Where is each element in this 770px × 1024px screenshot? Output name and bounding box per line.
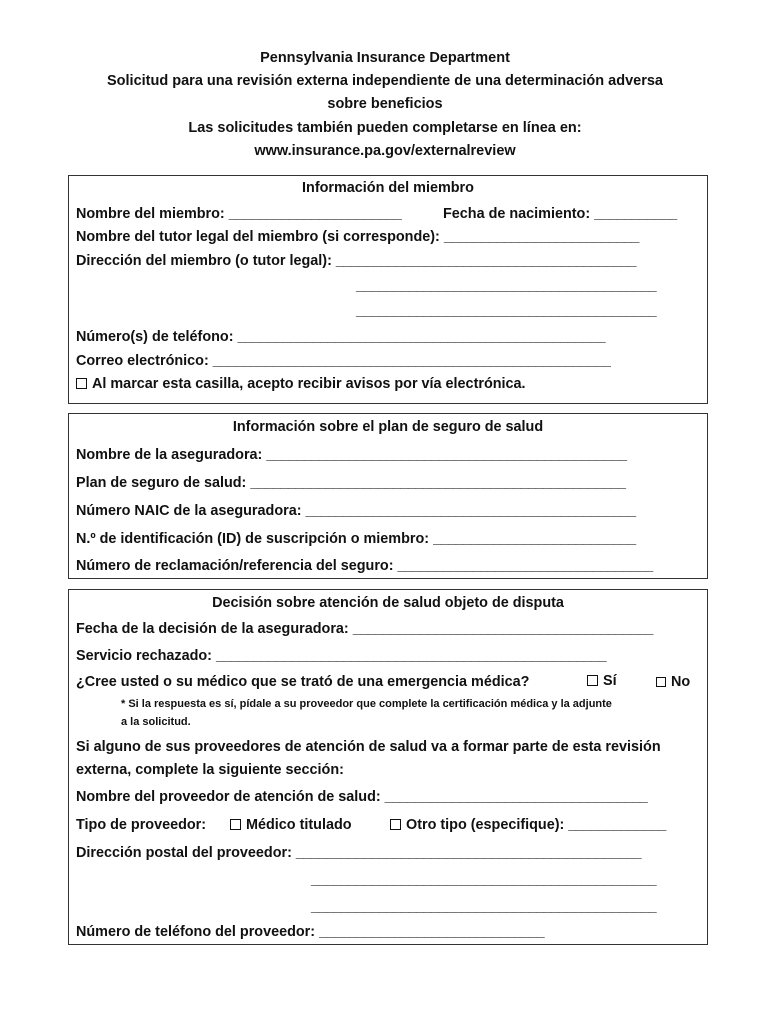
address-row: [76, 252, 636, 270]
address-field-line3[interactable]: ________________________________________: [356, 303, 657, 319]
emergency-no-option: [656, 673, 690, 691]
provider-type-row: [76, 816, 206, 834]
emergency-yes-option: [587, 672, 617, 690]
decision-date-field[interactable]: ________________________________________: [352, 621, 653, 637]
emergency-note-cont: a la solicitud.: [121, 716, 191, 728]
plan-field[interactable]: __________________________________________________: [250, 475, 626, 491]
phone-field[interactable]: _________________________________________________: [237, 329, 606, 345]
address-label: Dirección del miembro (o tutor legal):: [76, 253, 336, 269]
licensed-doctor-label: Médico titulado: [246, 817, 352, 833]
postal-field-line2[interactable]: ______________________________________________: [311, 872, 657, 888]
provider-phone-label: Número de teléfono del proveedor:: [76, 924, 320, 940]
dob-field[interactable]: ___________: [594, 206, 677, 222]
phone-label: Número(s) de teléfono:: [76, 329, 238, 345]
providers-intro-cont: externa, complete la siguiente sección:: [76, 762, 344, 778]
online-note: Las solicitudes también pueden completarse en línea en:: [188, 119, 582, 136]
other-type-field[interactable]: _____________: [568, 817, 666, 833]
providers-intro: Si alguno de sus proveedores de atención de salud va a formar parte de esta revisión: [76, 739, 661, 755]
emergency-no-label: No: [671, 674, 691, 690]
provider-phone-row: [76, 923, 544, 941]
provider-name-label: Nombre del proveedor de atención de salud:: [76, 789, 385, 805]
consent-label: Al marcar esta casilla, acepto recibir avisos por vía electrónica.: [92, 376, 526, 392]
insurer-label: Nombre de la aseguradora:: [76, 447, 267, 463]
emergency-yes-checkbox[interactable]: [587, 675, 598, 686]
member-id-row: [76, 530, 636, 548]
member-name-row: [76, 205, 401, 223]
postal-label: Dirección postal del proveedor:: [76, 845, 296, 861]
plan-row: [76, 474, 626, 492]
health-plan-section: [68, 413, 708, 579]
provider-phone-field[interactable]: ______________________________: [319, 924, 545, 940]
disputed-decision-section: [68, 589, 708, 945]
email-field[interactable]: _____________________________________________________: [212, 353, 611, 369]
department-name: Pennsylvania Insurance Department: [260, 50, 510, 66]
naic-row: [76, 502, 636, 520]
claim-field[interactable]: __________________________________: [397, 558, 653, 574]
emergency-no-checkbox[interactable]: [656, 677, 666, 687]
provider-name-field[interactable]: ___________________________________: [384, 789, 648, 805]
consent-checkbox[interactable]: [76, 378, 87, 389]
form-title: Solicitud para una revisión externa independiente de una determinación adversa: [107, 73, 663, 90]
form-title-cont: sobre beneficios: [327, 96, 443, 113]
member-info-section: [68, 175, 708, 404]
insurer-row: [76, 446, 627, 464]
claim-row: [76, 557, 653, 575]
naic-field[interactable]: ____________________________________________: [305, 503, 636, 519]
member-id-label: N.º de identificación (ID) de suscripción o miembro:: [76, 531, 434, 547]
member-id-field[interactable]: ___________________________: [433, 531, 636, 547]
plan-label: Plan de seguro de salud:: [76, 475, 251, 491]
section-title: Información sobre el plan de seguro de salud: [232, 419, 544, 435]
decision-date-row: [76, 620, 653, 638]
provider-name-row: [76, 788, 647, 806]
decision-date-label: Fecha de la decisión de la aseguradora:: [76, 621, 353, 637]
guardian-row: [76, 228, 639, 246]
postal-row: [76, 844, 641, 862]
emergency-yes-label: Sí: [603, 673, 617, 689]
claim-label: Número de reclamación/referencia del seguro:: [76, 558, 398, 574]
emergency-note: * Si la respuesta es sí, pídale a su proveedor que complete la certificación médica y la adjunte: [121, 698, 612, 710]
other-type-checkbox[interactable]: [390, 819, 401, 830]
other-type-label: Otro tipo (especifique):: [406, 817, 569, 833]
service-field[interactable]: ____________________________________________________: [215, 648, 607, 664]
emergency-question: ¿Cree usted o su médico que se trató de una emergencia médica?: [76, 674, 530, 690]
phone-row: [76, 328, 605, 346]
section-title: Información del miembro: [302, 180, 474, 196]
other-type-option: [390, 816, 666, 834]
insurer-field[interactable]: ________________________________________________: [266, 447, 627, 463]
section-title: Decisión sobre atención de salud objeto de disputa: [212, 595, 564, 611]
member-name-field[interactable]: _______________________: [228, 206, 402, 222]
email-row: [76, 352, 610, 370]
naic-label: Número NAIC de la aseguradora:: [76, 503, 306, 519]
guardian-label: Nombre del tutor legal del miembro (si corresponde):: [76, 229, 444, 245]
member-name-label: Nombre del miembro:: [76, 206, 229, 222]
dob-row: [443, 205, 677, 223]
dob-label: Fecha de nacimiento:: [443, 206, 595, 222]
postal-field-line3[interactable]: ______________________________________________: [311, 899, 657, 915]
postal-field[interactable]: ______________________________________________: [295, 845, 642, 861]
consent-row: [76, 375, 526, 393]
licensed-doctor-checkbox[interactable]: [230, 819, 241, 830]
email-label: Correo electrónico:: [76, 353, 213, 369]
address-field[interactable]: ________________________________________: [335, 253, 637, 269]
service-label: Servicio rechazado:: [76, 648, 216, 664]
guardian-field[interactable]: __________________________: [443, 229, 639, 245]
provider-type-label: Tipo de proveedor:: [76, 817, 207, 833]
licensed-doctor-option: [230, 816, 352, 834]
document-header: [0, 47, 770, 163]
service-row: [76, 647, 606, 665]
address-field-line2[interactable]: ________________________________________: [356, 278, 657, 294]
online-url: www.insurance.pa.gov/externalreview: [254, 142, 516, 159]
